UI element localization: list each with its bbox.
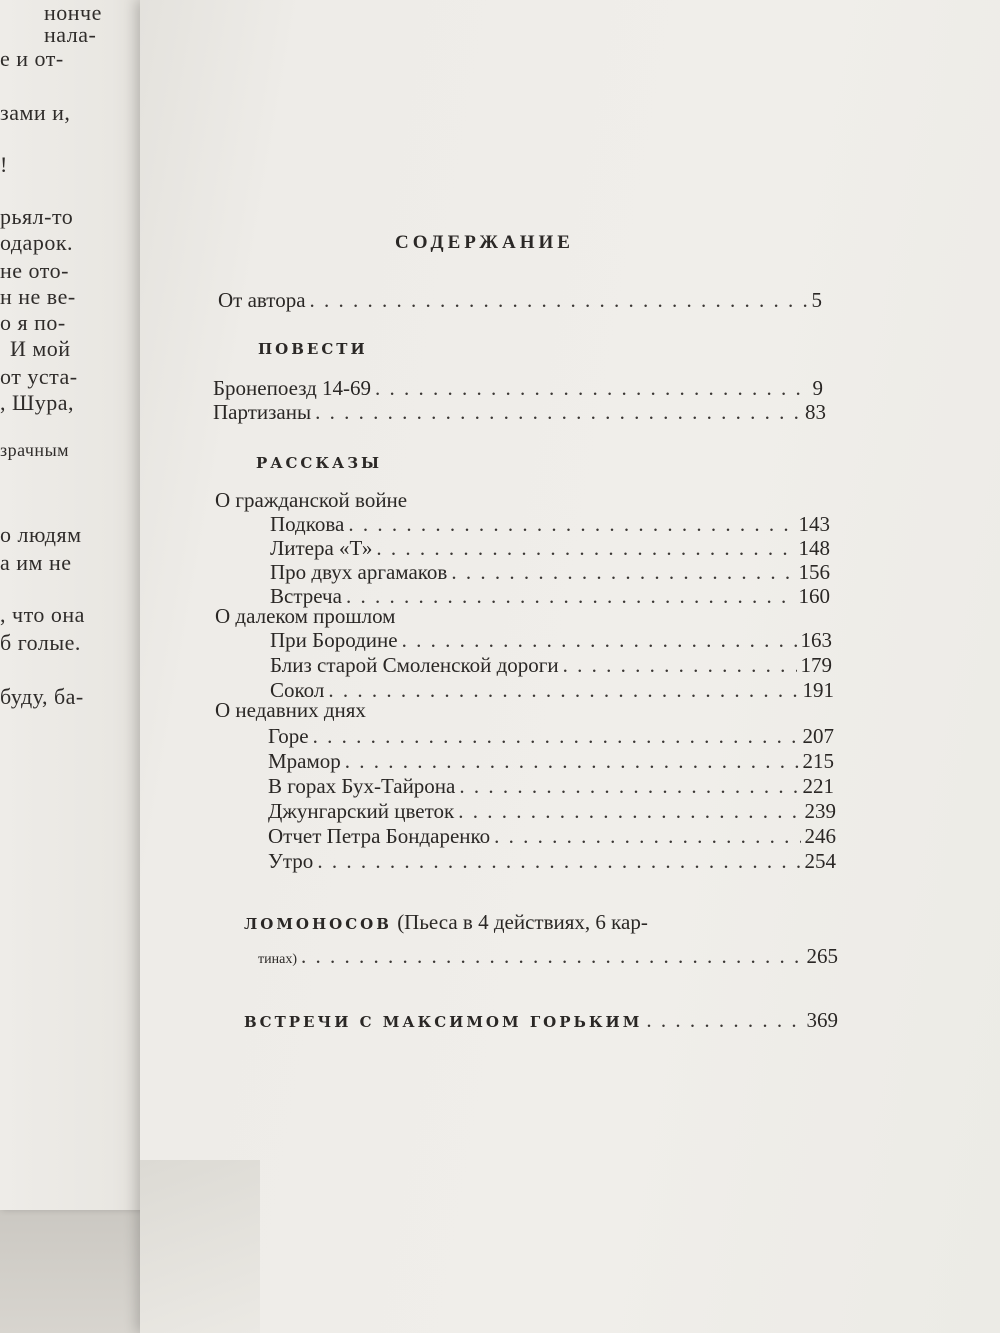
toc-entry-page: 160 bbox=[798, 584, 830, 608]
leader-dots bbox=[345, 749, 799, 774]
toc-entry-label: Сокол bbox=[270, 678, 325, 702]
leader-dots bbox=[402, 628, 797, 653]
leader-dots bbox=[375, 376, 808, 401]
text-fragment: рьял-то bbox=[0, 204, 74, 229]
memoir-title: ВСТРЕЧИ С МАКСИМОМ ГОРЬКИМ bbox=[244, 1013, 643, 1031]
toc-entry-page: 163 bbox=[800, 628, 832, 652]
leader-dots bbox=[563, 653, 797, 678]
toc-entry-page: 148 bbox=[798, 536, 830, 560]
text-fragment: И мой bbox=[10, 336, 71, 361]
text-fragment: ! bbox=[0, 152, 8, 177]
leader-dots bbox=[313, 724, 799, 749]
leader-dots bbox=[315, 400, 801, 425]
page-title: СОДЕРЖАНИЕ bbox=[395, 232, 574, 253]
toc-play-entry bbox=[244, 910, 648, 935]
leader-dots bbox=[459, 774, 798, 799]
toc-entry bbox=[270, 536, 830, 562]
leader-dots bbox=[458, 799, 800, 824]
toc-entry-page: 5 bbox=[811, 288, 822, 312]
toc-entry bbox=[268, 749, 834, 775]
toc-entry-page: 246 bbox=[804, 824, 836, 848]
toc-entry bbox=[258, 944, 838, 970]
text-fragment: одарок. bbox=[0, 230, 74, 255]
text-fragment: е и от- bbox=[0, 46, 64, 71]
leader-dots bbox=[494, 824, 800, 849]
toc-entry-label: Мрамор bbox=[268, 749, 341, 773]
play-subtitle-continued: тинах) bbox=[258, 952, 297, 967]
text-fragment: , что она bbox=[0, 602, 85, 627]
toc-entry-label: Бронепоезд 14-69 bbox=[213, 376, 372, 400]
toc-entry bbox=[213, 376, 823, 402]
toc-entry bbox=[268, 774, 834, 800]
text-fragment: нала- bbox=[44, 22, 97, 47]
toc-entry-page: 221 bbox=[802, 774, 834, 798]
toc-entry-label: При Бородине bbox=[270, 628, 398, 652]
leader-dots bbox=[317, 849, 800, 874]
toc-entry-page: 9 bbox=[812, 376, 823, 400]
toc-entry bbox=[270, 560, 830, 586]
leader-dots bbox=[328, 678, 798, 703]
text-fragment: о я по- bbox=[0, 310, 66, 335]
toc-entry bbox=[268, 849, 836, 875]
toc-entry bbox=[270, 512, 830, 538]
text-fragment: буду, ба- bbox=[0, 684, 84, 709]
toc-entry-label: Отчет Петра Бондаренко bbox=[268, 824, 491, 848]
text-fragment: нонче bbox=[44, 0, 102, 25]
toc-entry bbox=[268, 799, 836, 825]
toc-entry bbox=[270, 653, 832, 679]
text-fragment: а им не bbox=[0, 550, 72, 575]
toc-entry-label: Литера «Т» bbox=[270, 536, 373, 560]
toc-entry-page: 265 bbox=[806, 944, 838, 968]
play-title: ЛОМОНОСОВ bbox=[244, 915, 392, 933]
leader-dots bbox=[301, 944, 803, 969]
text-fragment: зами и, bbox=[0, 100, 71, 125]
toc-entry-page: 254 bbox=[804, 849, 836, 873]
leader-dots bbox=[451, 560, 794, 585]
toc-entry-page: 83 bbox=[805, 400, 826, 424]
toc-entry-page: 207 bbox=[802, 724, 834, 748]
toc-entry bbox=[213, 400, 826, 426]
toc-entry-page: 239 bbox=[804, 799, 836, 823]
toc-entry-page: 191 bbox=[802, 678, 834, 702]
toc-entry-label: Подкова bbox=[270, 512, 345, 536]
toc-entry-label: Джунгарский цветок bbox=[268, 799, 455, 823]
toc-entry-label: Партизаны bbox=[213, 400, 312, 424]
group-heading: О гражданской войне bbox=[215, 488, 408, 512]
leader-dots bbox=[646, 1008, 802, 1033]
play-subtitle: (Пьеса в 4 действиях, 6 кар- bbox=[397, 910, 648, 934]
text-fragment: о людям bbox=[0, 522, 82, 547]
toc-entry-page: 369 bbox=[806, 1008, 838, 1032]
group-heading: О недавних днях bbox=[215, 698, 366, 722]
toc-entry bbox=[218, 288, 822, 314]
section-heading-rasskazy: РАССКАЗЫ bbox=[256, 454, 383, 472]
toc-entry-label: В горах Бух-Тайрона bbox=[268, 774, 456, 798]
toc-entry-label: Горе bbox=[268, 724, 309, 748]
leader-dots bbox=[346, 584, 795, 609]
group-heading: О далеком прошлом bbox=[215, 604, 396, 628]
text-fragment: не ото- bbox=[0, 258, 69, 283]
toc-entry-label: Про двух аргамаков bbox=[270, 560, 448, 584]
text-fragment: от уста- bbox=[0, 364, 78, 389]
text-fragment: н не ве- bbox=[0, 284, 76, 309]
toc-entry bbox=[244, 1008, 838, 1034]
text-fragment: , Шура, bbox=[0, 390, 74, 415]
text-fragment: зрачным bbox=[0, 440, 70, 460]
toc-entry bbox=[270, 628, 832, 654]
toc-entry-label: От автора bbox=[218, 288, 306, 312]
toc-entry-page: 156 bbox=[798, 560, 830, 584]
toc-entry bbox=[268, 724, 834, 750]
toc-entry-label: Утро bbox=[268, 849, 314, 873]
toc-entry-label: Встреча bbox=[270, 584, 342, 608]
text-fragment: б голые. bbox=[0, 630, 81, 655]
previous-page bbox=[0, 0, 160, 1210]
toc-entry bbox=[268, 824, 836, 850]
leader-dots bbox=[348, 512, 794, 537]
page-curl-shadow bbox=[140, 1160, 260, 1333]
toc-entry-page: 215 bbox=[802, 749, 834, 773]
leader-dots bbox=[310, 288, 808, 313]
toc-entry-page: 179 bbox=[800, 653, 832, 677]
leader-dots bbox=[376, 536, 794, 561]
toc-entry-page: 143 bbox=[798, 512, 830, 536]
section-heading-povesti: ПОВЕСТИ bbox=[258, 340, 368, 358]
toc-entry-label: Близ старой Смоленской дороги bbox=[270, 653, 559, 677]
